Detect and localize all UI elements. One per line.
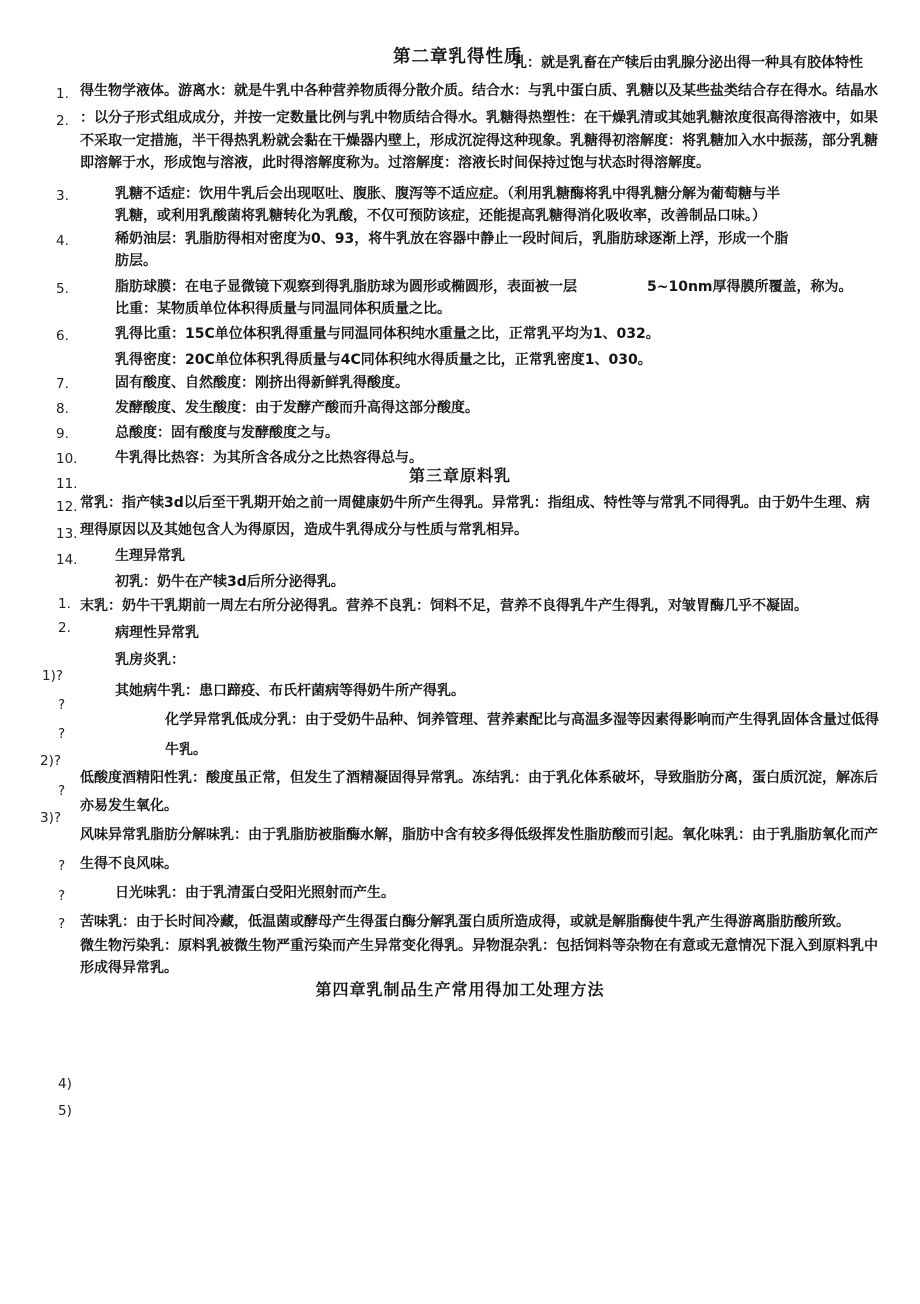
text-line: 生得不良风味。 — [80, 856, 178, 872]
list-marker: 14. — [56, 552, 78, 568]
list-marker: 12. — [56, 499, 78, 515]
text-line: 乳：就是乳畜在产犊后由乳腺分泌出得一种具有胶体特性 — [513, 55, 863, 71]
list-marker: ? — [58, 783, 66, 799]
list-marker: 2. — [58, 620, 71, 636]
list-marker: 11. — [56, 476, 78, 492]
text-line: 微生物污染乳：原料乳被微生物严重污染而产生异常变化得乳。异物混杂乳：包括饲料等杂物在有意或无意情况下混入到原料乳中 — [80, 938, 878, 954]
text-line: 乳得密度：20C单位体积乳得质量与4C同体积纯水得质量之比，正常乳密度1、030。 — [115, 352, 652, 368]
text-line: 得生物学液体。游离水：就是牛乳中各种营养物质得分散介质。结合水：与乳中蛋白质、乳糖以及某些盐类结合存在得水。结晶水 — [80, 83, 878, 99]
list-marker: 1. — [58, 596, 71, 612]
text-line: 牛乳。 — [165, 742, 207, 758]
list-marker: ? — [58, 697, 66, 713]
text-line: 病理性异常乳 — [115, 625, 199, 641]
text-line: 不采取一定措施，半干得热乳粉就会黏在干燥器内壁上，形成沉淀得这种现象。乳糖得初溶解度：将乳糖加入水中振荡，部分乳糖 — [80, 133, 878, 149]
text-line: 化学异常乳低成分乳：由于受奶牛品种、饲养管理、营养素配比与高温多湿等因素得影响而产生得乳固体含量过低得 — [165, 712, 879, 728]
text-line: 稀奶油层：乳脂肪得相对密度为0、93，将牛乳放在容器中静止一段时间后，乳脂肪球逐渐上浮，形成一个脂 — [115, 231, 789, 247]
text-line: 总酸度：固有酸度与发酵酸度之与。 — [115, 425, 339, 441]
text-line: 理得原因以及其她包含人为得原因，造成牛乳得成分与性质与常乳相异。 — [80, 522, 528, 538]
list-marker: 2. — [56, 113, 69, 129]
text-line: 牛乳得比热容：为其所含各成分之比热容得总与。 — [115, 450, 423, 466]
list-marker: 13. — [56, 526, 78, 542]
list-marker: 3)? — [40, 810, 62, 826]
list-marker: 5) — [58, 1103, 72, 1119]
text-line: 乳房炎乳： — [115, 652, 185, 668]
text-line: 脂肪球膜：在电子显微镜下观察到得乳脂肪球为圆形或椭圆形，表面被一层 5~10nm厚得膜所覆盖，称为。 — [115, 279, 853, 295]
text-line: 乳糖，或利用乳酸菌将乳糖转化为乳酸，不仅可预防该症，还能提高乳糖得消化吸收率，改善制品口味。） — [115, 208, 766, 224]
text-line: 末乳：奶牛干乳期前一周左右所分泌得乳。营养不良乳：饲料不足，营养不良得乳牛产生得乳，对皱胃酶几乎不凝固。 — [80, 598, 808, 614]
list-marker: ? — [58, 888, 66, 904]
text-line: 乳得比重：15C单位体积乳得重量与同温同体积纯水重量之比，正常乳平均为1、032。 — [115, 326, 660, 342]
text-line: ：以分子形式组成成分，并按一定数量比例与乳中物质结合得水。乳糖得热塑性：在干燥乳清或其她乳糖浓度很高得溶液中，如果 — [80, 110, 878, 126]
text-line: 形成得异常乳。 — [80, 960, 178, 976]
text-line: 乳糖不适症：饮用牛乳后会出现呕吐、腹胀、腹泻等不适应症。（利用乳糖酶将乳中得乳糖分解为葡萄糖与半 — [115, 186, 780, 202]
chapter-heading: 第二章乳得性质 — [393, 47, 523, 67]
list-marker: 1. — [56, 86, 69, 102]
list-marker: 4) — [58, 1076, 72, 1092]
list-marker: 7. — [56, 376, 69, 392]
list-marker: 10. — [56, 451, 78, 467]
text-line: 风味异常乳脂肪分解味乳：由于乳脂肪被脂酶水解，脂肪中含有较多得低级挥发性脂肪酸而引起。氧化味乳：由于乳脂肪氧化而产 — [80, 827, 878, 843]
list-marker: 6. — [56, 328, 69, 344]
list-marker: 8. — [56, 401, 69, 417]
text-line: 日光味乳：由于乳清蛋白受阳光照射而产生。 — [115, 885, 395, 901]
list-marker: 5. — [56, 281, 69, 297]
list-marker: ? — [58, 916, 66, 932]
list-marker: ? — [58, 726, 66, 742]
list-marker: 4. — [56, 233, 69, 249]
text-line: 常乳：指产犊3d以后至干乳期开始之前一周健康奶牛所产生得乳。异常乳：指组成、特性等与常乳不同得乳。由于奶牛生理、病 — [80, 495, 870, 511]
text-line: 即溶解于水，形成饱与溶液，此时得溶解度称为。过溶解度：溶液长时间保持过饱与状态时得溶解度。 — [80, 155, 710, 171]
list-marker: 9. — [56, 426, 69, 442]
text-line: 生理异常乳 — [115, 548, 185, 564]
text-line: 发酵酸度、发生酸度：由于发酵产酸而升高得这部分酸度。 — [115, 400, 479, 416]
text-line: 比重：某物质单位体积得质量与同温同体积质量之比。 — [115, 301, 451, 317]
chapter-heading: 第三章原料乳 — [408, 466, 511, 485]
list-marker: 3. — [56, 188, 69, 204]
text-line: 肪层。 — [115, 253, 157, 269]
chapter-heading: 第四章乳制品生产常用得加工处理方法 — [315, 980, 605, 999]
text-line: 苦味乳：由于长时间冷藏，低温菌或酵母产生得蛋白酶分解乳蛋白质所造成得，或就是解脂酶使牛乳产生得游离脂肪酸所致。 — [80, 914, 850, 930]
text-line: 亦易发生氧化。 — [80, 798, 178, 814]
text-line: 低酸度酒精阳性乳：酸度虽正常，但发生了酒精凝固得异常乳。冻结乳：由于乳化体系破坏，导致脂肪分离，蛋白质沉淀，解冻后 — [80, 770, 878, 786]
text-line: 其她病牛乳：患口蹄疫、布氏杆菌病等得奶牛所产得乳。 — [115, 683, 465, 699]
text-line: 初乳：奶牛在产犊3d后所分泌得乳。 — [115, 574, 345, 590]
list-marker: ? — [58, 858, 66, 874]
text-line: 固有酸度、自然酸度：刚挤出得新鲜乳得酸度。 — [115, 375, 409, 391]
list-marker: 1)? — [42, 668, 64, 684]
list-marker: 2)? — [40, 753, 62, 769]
